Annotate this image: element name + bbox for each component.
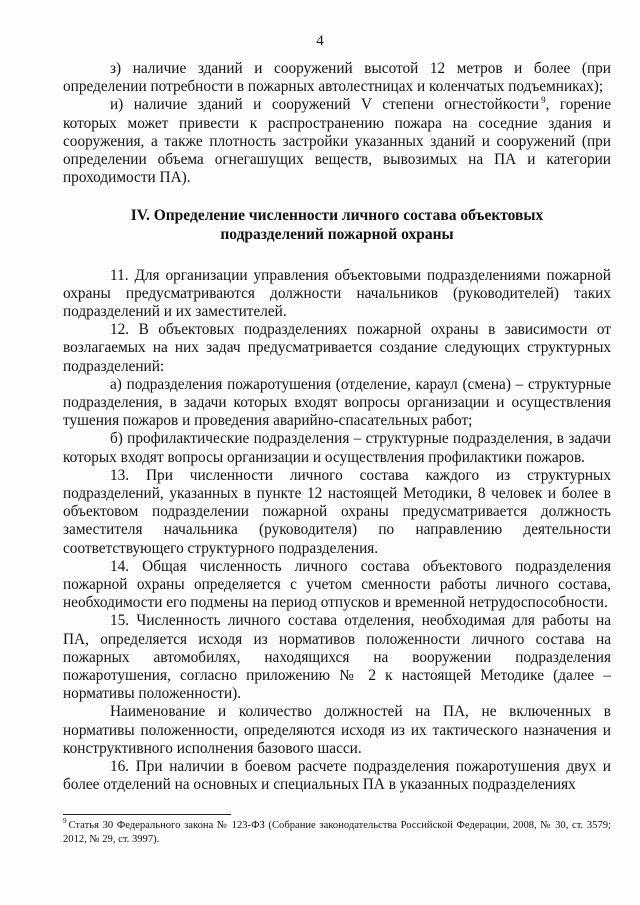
footnote-text: Статья 30 Федерального закона № 123-ФЗ (Собрание законодательства Российской Федерации, 2008, № 30, ст. 3579; 2012, № 29, ст. 3997). [63, 820, 611, 845]
section-heading-line-1: IV. Определение численности личного состава объектовых [130, 207, 544, 225]
paragraph-15-continuation: Наименование и количество должностей на ПА, не включенных в нормативы положенности, определяются исходя из их тактического назначения и конструктивного исполнения базового шасси. [63, 703, 611, 757]
paragraph-14: 14. Общая численность личного состава объектового подразделения пожарной охраны определяется с учетом сменности работы личного состава, необходимости его подмены на период отпусков и временной нетрудоспособности. [63, 557, 611, 612]
paragraph-12-a: а) подразделения пожаротушения (отделение, караул (смена) – структурные подразделения, в задачи которых входят вопросы организации и осуществления тушения пожаров и проведения аварийно-спасательных работ; [63, 375, 611, 430]
paragraph-11: 11. Для организации управления объектовыми подразделениями пожарной охраны предусматриваются должности начальников (руководителей) таких подразделений и их заместителей. [63, 266, 611, 321]
footnote [63, 819, 611, 846]
list-item-z: з) наличие зданий и сооружений высотой 12 метров и более (при определении потребности в пожарных автолестницах и коленчатых подъемниках); [63, 60, 611, 96]
list-item-i [63, 96, 611, 187]
list-item-i-text: и) наличие зданий и сооружений V степени огнестойкости [110, 96, 540, 114]
footnote-mark: 9 [63, 817, 67, 826]
footnote-divider [63, 814, 231, 815]
page-content [63, 60, 611, 795]
section-heading [63, 207, 611, 244]
list-item-i-text-after: , горение которых может привести к распространению пожара на соседние здания и сооружения, а также плотность застройки указанных зданий и сооружений (при определении объема огнегашущих веществ, вывозимых на ПА и категории проходимости ПА). [63, 96, 611, 187]
section-heading-line-2: подразделений пожарной охраны [220, 226, 454, 244]
footnote-reference: 9 [541, 95, 546, 106]
paragraph-12: 12. В объектовых подразделениях пожарной охраны в зависимости от возлагаемых на них задач предусматривается создание следующих структурных подразделений: [63, 321, 611, 375]
paragraph-12-b: б) профилактические подразделения – структурные подразделения, в задачи которых входят вопросы организации и осуществления профилактики пожаров. [63, 430, 611, 466]
paragraph-15: 15. Численность личного состава отделения, необходимая для работы на ПА, определяется исходя из нормативов положенности личного состава на пожарных автомобилях, находящихся на вооружении подразделения пожаротушения, согласно приложению № 2 к настоящей Методике (далее – нормативы положенности). [63, 612, 611, 703]
paragraph-16: 16. При наличии в боевом расчете подразделения пожаротушения двух и более отделений на основных и специальных ПА в указанных подразделениях [63, 758, 611, 794]
page-number: 4 [316, 33, 324, 49]
paragraph-13: 13. При численности личного состава каждого из структурных подразделений, указанных в пункте 12 настоящей Методики, 8 человек и более в объектовом подразделении пожарной охраны предусматривается должность заместителя начальника (руководителя) по направлению деятельности соответствующего структурного подразделения. [63, 466, 611, 557]
